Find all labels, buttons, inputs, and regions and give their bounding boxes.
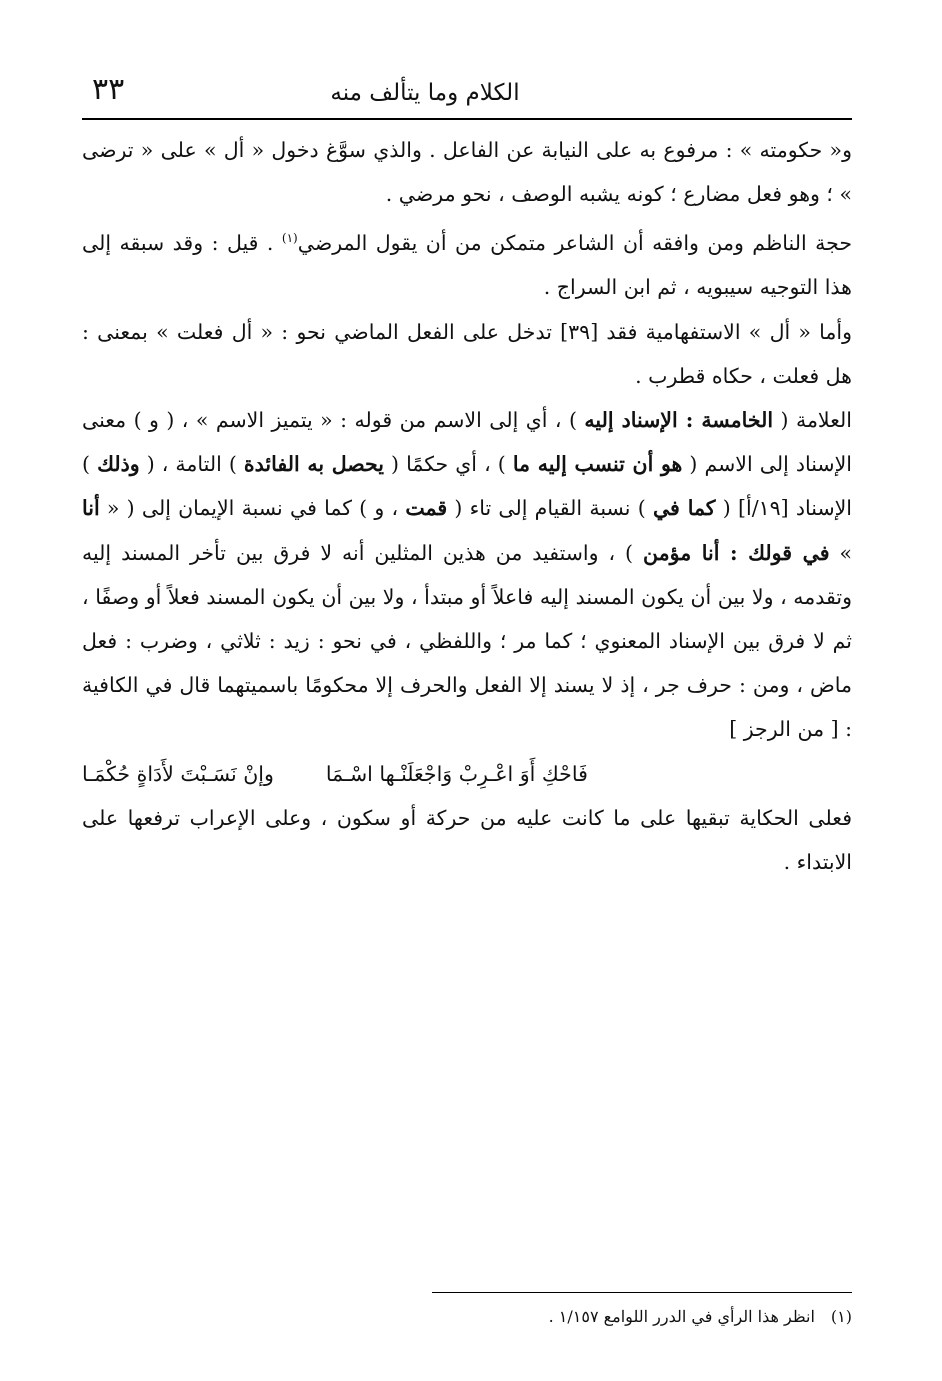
paragraph-2-text: حجة الناظم ومن وافقه أن الشاعر متمكن من أن يقول المرضي <box>297 231 852 256</box>
p4-bold-j: كما في <box>652 496 716 521</box>
p4-bold-f: يحصل به الفائدة <box>243 452 384 477</box>
page-number: ٣٣ <box>92 72 125 107</box>
footnote-number: (١) <box>830 1307 852 1326</box>
footnote <box>432 1302 852 1332</box>
p4-bold-p: في قولك : أنا مؤمن <box>643 540 830 565</box>
p4-segment-e: ) ، أي حكمًا ( <box>383 452 513 477</box>
p4-bold-n: أنا <box>82 496 100 521</box>
p4-segment-a: العلامة ( <box>773 408 852 433</box>
p4-segment-o: » <box>829 540 852 565</box>
verse-second-hemistich: فَاحْكِ أَوَ اعْـرِبْ وَاجْعَلَنْـها اسْـمَا <box>325 761 588 786</box>
paragraph-3: وأما « أل » الاستفهامية فقد [٣٩] تدخل على الفعل الماضي نحو : « أل فعلت » بمعنى : هل فعلت ، حكاه قطرب . <box>82 319 852 388</box>
footnote-text: انظر هذا الرأي في الدرر اللوامع ١/١٥٧ . <box>548 1307 815 1326</box>
p4-bold-d: هو أن تنسب إليه ما <box>512 452 683 477</box>
p4-segment-g: ) التامة ، ( <box>139 452 244 477</box>
p4-segment-c: ) ، أي إلى الاسم من قوله : « يتميز الاسم » ، ( و ) معنى الإسناد إلى الاسم ( <box>82 408 852 477</box>
poetry-verse <box>82 752 852 796</box>
paragraph-1: و« حكومته » : مرفوع به على النيابة عن الفاعل . والذي سوَّغ دخول « أل » على « ترضى » ؛ وهو فعل مضارع ؛ كونه يشبه الوصف ، نحو مرضي . <box>82 138 852 207</box>
paragraph-2-end: . قيل : وقد سبقه إلى هذا التوجيه سيبويه ، ثم ابن السراج . <box>82 231 852 300</box>
paragraph-5: فعلى الحكاية تبقيها على ما كانت عليه من حركة أو سكون ، وعلى الإعراب ترفعها على الابتداء . <box>82 805 852 875</box>
main-text <box>82 128 852 884</box>
running-header-title: الكلام وما يتألف منه <box>330 80 520 106</box>
footnote-rule <box>432 1292 852 1293</box>
p4-segment-i: ) الإسناد [١٩/أ] ( <box>82 452 853 521</box>
p4-segment-q: ) ، واستفيد من هذين المثلين أنه لا فرق بين تأخر المسند إليه وتقدمه ، ولا بين أن يكون المسند إليه فاعلاً أو مبتدأ ، ولا بين أن يكون المسند فعلاً أو وصفًا ، ثم لا فرق بين الإسناد المعنوي ؛ كما مر ؛ واللفظي ، في نحو : زيد : ثلاثي ، وضرب : فعل ماض ، ومن : حرف جر ، إذ لا يسند إلا الفعل والحرف إلا محكومًا باسميتهما قال في الكافية : [ من الرجز ] <box>82 540 852 742</box>
paragraph-2 <box>82 216 852 309</box>
p4-bold-l: قمت <box>405 496 448 521</box>
verse-first-hemistich: وإنْ نَسَـبْتَ لأَدَاةٍ حُكْمَـا <box>82 761 274 786</box>
p4-bold-h: وذلك <box>97 452 140 477</box>
p4-bold-b: الخامسة : الإسناد إليه <box>584 408 774 433</box>
header-rule <box>82 118 852 120</box>
p4-segment-m: ، و ) كما في نسبة الإيمان إلى ( « <box>99 496 406 521</box>
p4-segment-k: ) نسبة القيام إلى تاء ( <box>447 496 653 521</box>
footnote-reference: (١) <box>281 231 298 246</box>
paragraph-4 <box>82 398 852 752</box>
